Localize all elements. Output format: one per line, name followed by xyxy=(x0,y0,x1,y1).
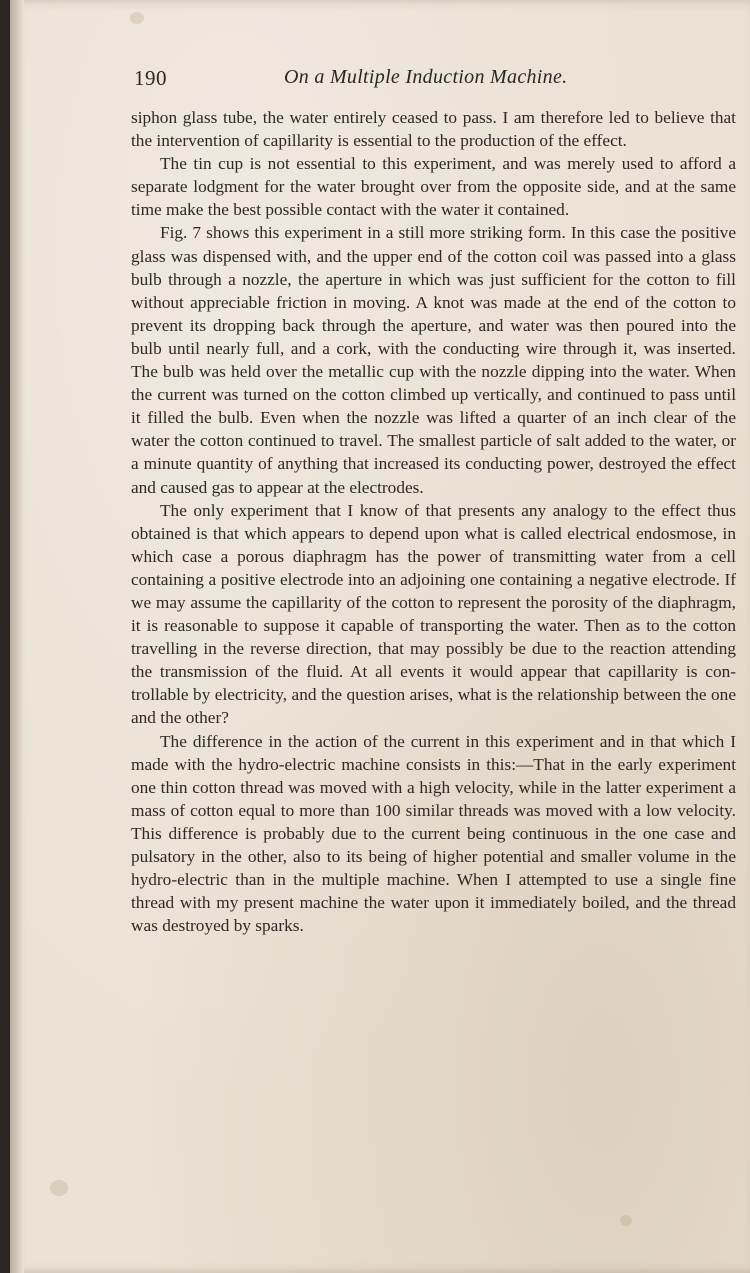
paragraph-4: The only experiment that I know of that presents any analogy to the effect thus obtained is that which appears to depend upon what is called electrical endosmose, in which case a porous diaphragm has the power of transmitting water from a cell containing a positive electrode into an adjoining one containing a negative electrode. If we may assume the capillarity of the cotton to represent the porosity of the diaphragm, it is reasonable to suppose it capable of transporting the water. Then as to the cotton travelling in the reverse direction, that may possibly be due to the reaction attending the transmission of the fluid. At all events it would appear that capillarity is controllable by electricity, and the question arises, what is the relationship between the one and the other? xyxy=(131,500,736,728)
foxing-spot xyxy=(50,1180,68,1196)
page-number: 190 xyxy=(134,66,167,90)
paragraph-1: siphon glass tube, the water entirely ceased to pass. I am therefore led to believe that the intervention of capillarity is essential to the production of the effect. xyxy=(131,108,736,151)
paragraph-3: Fig. 7 shows this experiment in a still more striking form. In this case the positive glass was dispensed with, and the upper end of the cotton coil was passed into a glass bulb through a nozzle, the aperture in which was just sufficient for the cotton to fill without appreciable friction in moving. A knot was made at the end of the cotton to prevent its dropping back through the aperture, and water was then poured into the bulb until nearly full, and a cork, with the conducting wire through it, was inserted. The bulb was held over the metallic cup with the nozzle dipping into the water. When the current was turned on the cotton climbed up vertically, and continued to pass until it filled the bulb. Even when the nozzle was lifted a quarter of an inch clear of the water the cotton continued to travel. The smallest particle of salt added to the water, or a minute quantity of anything that increased its conducting power, destroyed the effect and caused gas to appear at the electrodes. xyxy=(131,223,736,497)
book-page xyxy=(10,0,750,1273)
running-title: On a Multiple Induction Machine. xyxy=(284,66,568,88)
body-text xyxy=(131,106,736,937)
paragraph-2: The tin cup is not essential to this experiment, and was merely used to afford a separate lodgment for the water brought over from the opposite side, and at the same time make the best possible contact with the water it contained. xyxy=(131,154,736,220)
foxing-spot xyxy=(130,12,144,24)
foxing-spot xyxy=(620,1215,632,1226)
page-spine-shadow xyxy=(10,0,24,1273)
page-header xyxy=(134,66,734,96)
paragraph-5: The difference in the action of the current in this experiment and in that which I made with the hydro-electric machine consists in this:—That in the early experiment one thin cotton thread was moved with a high velocity, while in the latter experiment a mass of cotton equal to more than 100 similar threads was moved with a low velocity. This difference is probably due to the current being continuous in the one case and pulsatory in the other, also to its being of higher potential and smaller volume in the hydro-electric than in the multiple machine. When I attempted to use a single fine thread with my present machine the water upon it immediately boiled, and the thread was destroyed by sparks. xyxy=(131,731,736,936)
